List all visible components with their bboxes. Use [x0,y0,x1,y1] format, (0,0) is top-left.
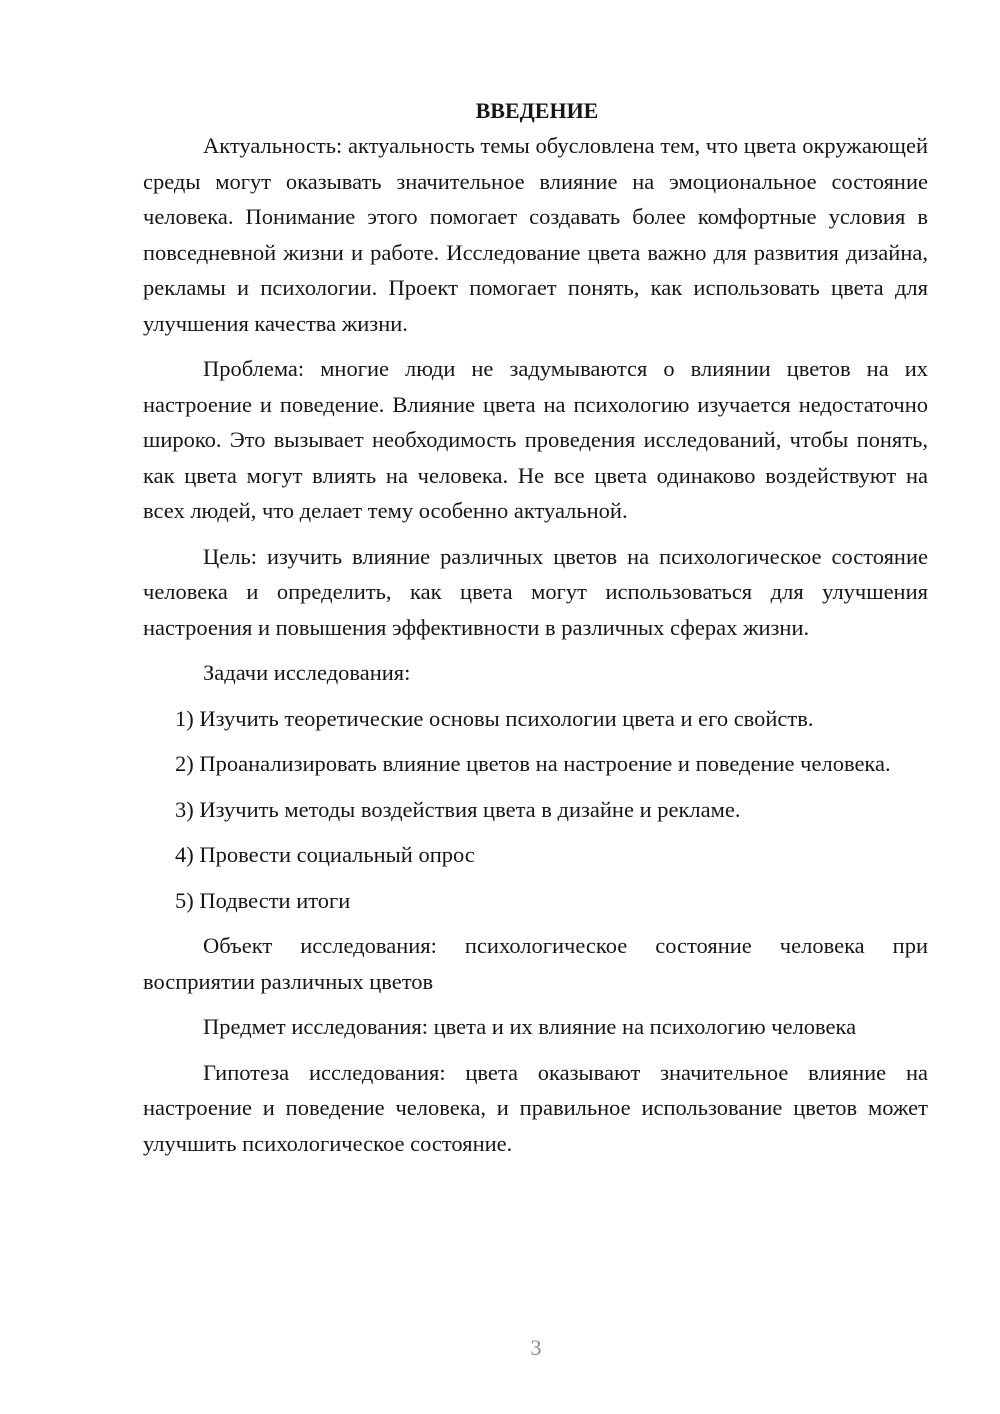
relevance-paragraph: Актуальность: актуальность темы обусловлена тем, что цвета окружающей среды могут оказывать значительное влияние на эмоциональное состояние человека. Понимание этого помогает создавать более комфортные условия в повседневной жизни и работе. Исследование цвета важно для развития дизайна, рекламы и психологии. Проект помогает понять, как использовать цвета для улучшения качества жизни. [143,133,928,336]
page-number: 3 [530,1335,542,1360]
page-title: ВВЕДЕНИЕ [475,98,599,123]
task-item: 2) Проанализировать влияние цветов на настроение и поведение человека. [175,751,891,776]
problem-paragraph: Проблема: многие люди не задумываются о влиянии цветов на их настроение и поведение. Влияние цвета на психологию изучается недостаточно широко. Это вызывает необходимость проведения исследований, чтобы понять, как цвета могут влиять на человека. Не все цвета одинаково воздействуют на всех людей, что делает тему особенно актуальной. [143,356,928,523]
document-page [143,96,928,1171]
task-item: 4) Провести социальный опрос [175,842,475,867]
subject-paragraph: Предмет исследования: цвета и их влияние на психологию человека [203,1014,857,1039]
object-paragraph: Объект исследования: психологическое состояние человека при восприятии различных цветов [143,933,928,994]
task-item: 1) Изучить теоретические основы психологии цвета и его свойств. [175,705,814,731]
task-item: 5) Подвести итоги [175,887,351,913]
tasks-heading: Задачи исследования: [203,660,411,685]
goal-paragraph: Цель: изучить влияние различных цветов на психологическое состояние человека и определить, как цвета могут использоваться для улучшения настроения и повышения эффективности в различных сферах жизни. [143,543,928,640]
hypothesis-paragraph: Гипотеза исследования: цвета оказывают значительное влияние на настроение и поведение человека, и правильное использование цветов может улучшить психологическое состояние. [143,1059,928,1156]
task-item: 3) Изучить методы воздействия цвета в дизайне и рекламе. [175,796,741,822]
